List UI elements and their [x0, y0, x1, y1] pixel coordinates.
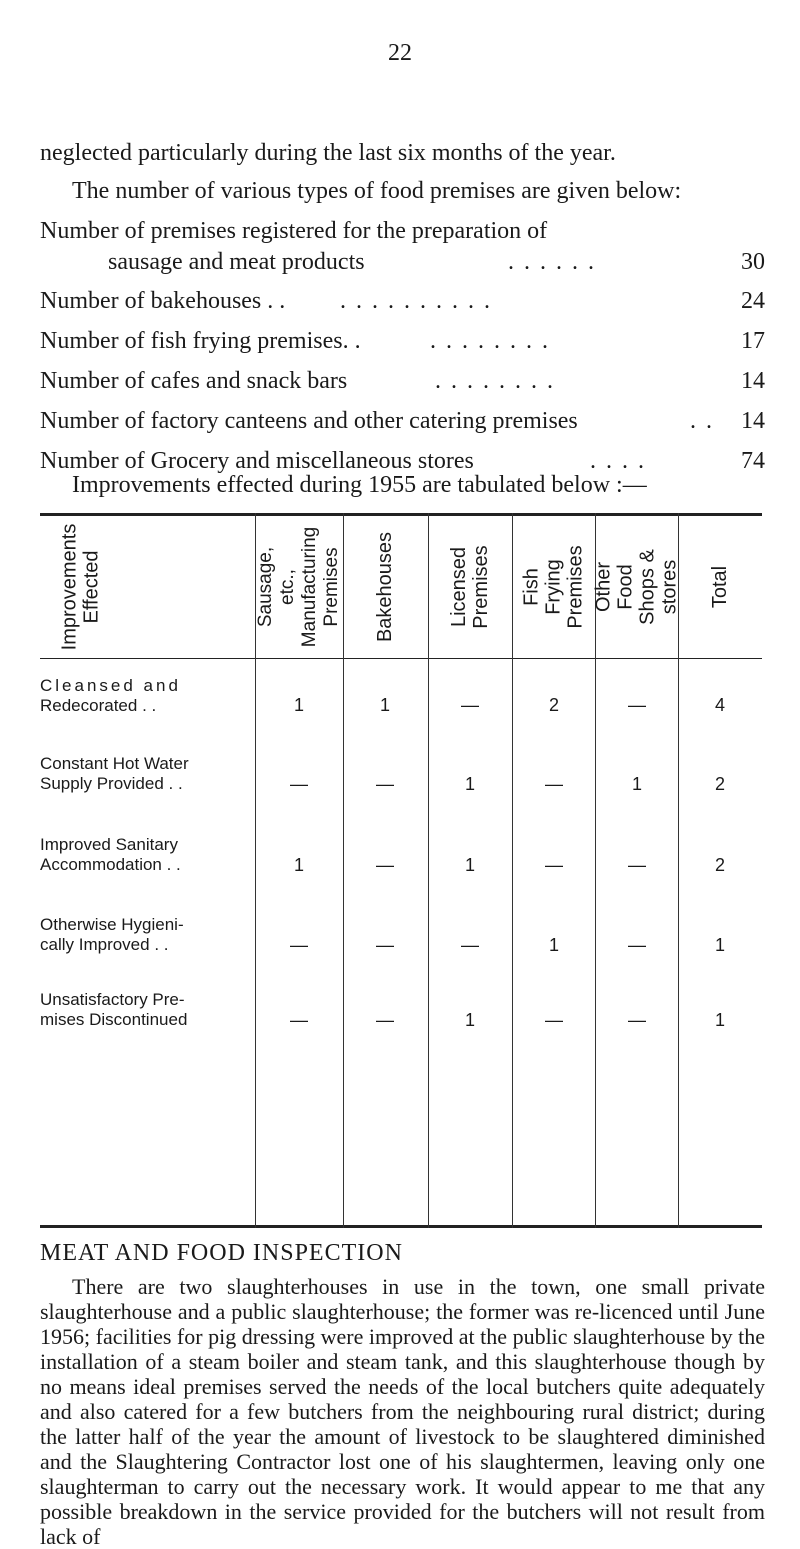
table-cell: 1 [464, 774, 475, 794]
table-cell: — [290, 1010, 308, 1030]
table-cell: 4 [714, 695, 725, 715]
intro-line-2: The number of various types of food premises are given below: [72, 178, 682, 204]
header-total: Total [709, 565, 731, 608]
premises-count: 17 [741, 328, 765, 354]
row-label: cally Improved . . [40, 935, 169, 954]
table-cell: — [290, 774, 308, 794]
table-cell: 1 [631, 774, 642, 794]
page-number: 22 [388, 40, 412, 66]
premises-row-canteens [40, 406, 765, 436]
premises-count: 14 [741, 368, 765, 394]
table-cell: — [376, 774, 394, 794]
row-label: Cleansed and [40, 676, 181, 695]
table-top-rule [40, 513, 762, 516]
table-cell: 1 [464, 855, 475, 875]
row-label: Accommodation . . [40, 855, 181, 874]
leader-dots: . . . . . . . . . . [340, 288, 492, 314]
table-cell: — [376, 1010, 394, 1030]
table-cell: — [376, 855, 394, 875]
table-cell: — [290, 935, 308, 955]
table-cell: 2 [714, 774, 725, 794]
header-licensed: Licensed Premises [448, 544, 492, 629]
leader-dots: . . . . . . . . [435, 368, 555, 394]
premises-label: sausage and meat products [108, 249, 365, 275]
table-cell: 2 [714, 855, 725, 875]
table-cell: — [628, 855, 646, 875]
table-cell: 2 [548, 695, 559, 715]
table-cell: — [376, 935, 394, 955]
leader-dots: . . . . . . [508, 249, 596, 275]
table-cell: 1 [293, 855, 304, 875]
premises-label: Number of Grocery and miscellaneous stores [40, 448, 474, 474]
premises-count: 24 [741, 288, 765, 314]
table-cell: — [545, 1010, 563, 1030]
leader-dots: . . [690, 408, 714, 434]
table-cell: — [628, 935, 646, 955]
body-paragraph: There are two slaughterhouses in use in the town, one small private slaughterhouse and a public slaughterhouse; the former was re-licenced until June 1956; facilities for pig dressing were improved at the public slaughterhouse by the installation of a steam boiler and steam tank, and this slaughterhouse though by no means ideal premises served the needs of the local butchers quite adequately and also catered for a few butchers from the neighbouring rural district; during the latter half of the year the amount of livestock to be slaughtered diminished and the Slaughtering Contractor lost one of his slaughtermen, leaving only one slaughterman to carry out the necessary work. It would appear to me that any possible breakdown in the service provided for the butchers will not result from lack of [40, 1274, 765, 1549]
premises-label: Number of cafes and snack bars [40, 368, 348, 394]
premises-row-fish-frying [40, 326, 765, 356]
section-title: MEAT AND FOOD INSPECTION [40, 1240, 403, 1266]
premises-count: 14 [741, 408, 765, 434]
table-cell: — [545, 774, 563, 794]
table-bottom-rule [40, 1225, 762, 1228]
header-bakehouses: Bakehouses [374, 531, 397, 642]
premises-row-cafes [40, 366, 765, 396]
table-intro: Improvements effected during 1955 are tabulated below :— [72, 472, 647, 498]
row-label: Supply Provided . . [40, 774, 183, 793]
table-cell: — [628, 695, 646, 715]
header-improvements: Improvements Effected [58, 523, 102, 650]
premises-row-sausage-label [40, 216, 765, 246]
header-fish-frying: Fish Frying Premises [520, 544, 587, 629]
table-cell: — [461, 935, 479, 955]
intro-line-1: neglected particularly during the last six months of the year. [40, 140, 616, 166]
table-cell: 1 [464, 1010, 475, 1030]
header-other-food: Other Food Shops & stores [592, 548, 681, 625]
header-sausage: Sausage, etc., Manufacturing Premises [255, 526, 342, 647]
table-cell: 1 [714, 935, 725, 955]
table-cell: 1 [714, 1010, 725, 1030]
table-cell: 1 [379, 695, 390, 715]
row-label: Redecorated . . [40, 696, 157, 715]
table-cell: — [461, 695, 479, 715]
premises-count: 74 [741, 448, 765, 474]
premises-label: Number of fish frying premises. . [40, 328, 361, 354]
row-label: mises Discontinued [40, 1010, 188, 1029]
premises-label: Number of factory canteens and other catering premises [40, 408, 578, 434]
table-cell: — [628, 1010, 646, 1030]
table-cell: 1 [293, 695, 304, 715]
header-rule [40, 658, 762, 659]
premises-row-sausage [108, 247, 765, 277]
premises-label: Number of premises registered for the preparation of [40, 218, 548, 244]
improvements-table [40, 513, 762, 1228]
table-cell: 1 [548, 935, 559, 955]
row-label: Constant Hot Water [40, 754, 189, 773]
row-label: Unsatisfactory Pre- [40, 990, 185, 1009]
premises-row-bakehouses [40, 286, 765, 316]
row-label: Otherwise Hygieni- [40, 915, 184, 934]
leader-dots: . . . . [590, 448, 646, 474]
row-label: Improved Sanitary [40, 835, 178, 854]
premises-label: Number of bakehouses . . [40, 288, 286, 314]
leader-dots: . . . . . . . . [430, 328, 550, 354]
premises-count: 30 [741, 249, 765, 275]
table-cell: — [545, 855, 563, 875]
